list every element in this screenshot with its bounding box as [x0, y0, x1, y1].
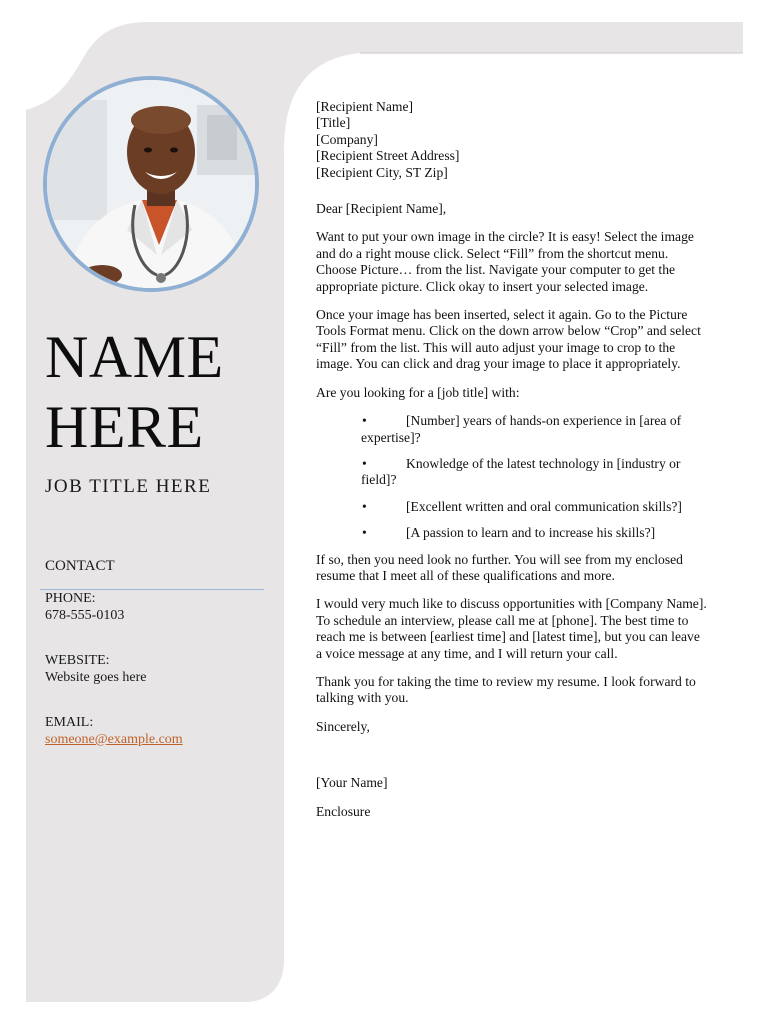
- bullet-icon: •: [362, 413, 367, 429]
- website-label: WEBSITE:: [45, 653, 110, 668]
- paragraph-6: Thank you for taking the time to review my resume. I look forward to talking with you.: [316, 673, 696, 706]
- recipient-address: [316, 99, 708, 181]
- letter-body: [316, 99, 708, 832]
- salutation: Dear [Recipient Name],: [316, 201, 447, 217]
- candidate-name: [45, 322, 285, 462]
- paragraph-5: I would very much like to discuss opportunities with [Company Name]. To schedule an interview, please call me at [phone]. The best time to reach me is between [earliest time] and [latest time], but you can leave a voice message at any time, and I will return your call.: [316, 596, 707, 661]
- profile-photo-ring: [43, 76, 259, 292]
- recipient-company: [Company]: [316, 131, 378, 147]
- recipient-title: [Title]: [316, 115, 351, 131]
- website-block: [45, 652, 147, 686]
- list-item: [316, 525, 708, 541]
- bullet-icon: •: [362, 525, 367, 541]
- list-item-text: [Number] years of hands-on experience in [area of expertise]?: [361, 413, 682, 445]
- paragraph-3: Are you looking for a [job title] with:: [316, 384, 520, 400]
- list-item: [316, 456, 708, 489]
- phone-value[interactable]: 678-555-0103: [45, 608, 125, 623]
- enclosure: Enclosure: [316, 803, 371, 819]
- qualification-list: [316, 413, 708, 541]
- signature: [Your Name]: [316, 775, 388, 791]
- list-item-text: [Excellent written and oral communication skills?]: [406, 498, 682, 514]
- website-value[interactable]: Website goes here: [45, 670, 147, 685]
- recipient-city: [Recipient City, ST Zip]: [316, 164, 448, 180]
- doctor-portrait-image: [47, 80, 255, 288]
- job-title: JOB TITLE HERE: [45, 476, 212, 497]
- recipient-street: [Recipient Street Address]: [316, 148, 460, 164]
- paragraph-4: If so, then you need look no further. You will see from my enclosed resume that I meet all of these qualifications and more.: [316, 551, 683, 583]
- email-link[interactable]: someone@example.com: [45, 732, 183, 747]
- email-label: EMAIL:: [45, 715, 94, 730]
- profile-photo[interactable]: [47, 80, 255, 288]
- email-block: [45, 714, 183, 748]
- phone-label: PHONE:: [45, 591, 96, 606]
- list-item: [316, 499, 708, 515]
- contact-heading: CONTACT: [45, 558, 115, 574]
- name-line-2: HERE: [45, 394, 204, 460]
- phone-block: [45, 590, 124, 624]
- bullet-icon: •: [362, 498, 367, 514]
- paragraph-2: Once your image has been inserted, select it again. Go to the Picture Tools Format menu. Click on the down arrow below “Crop” and select “Fill” from the list. This will auto adjust your image to crop to the image. You can click and drag your image to place it appropriately.: [316, 307, 701, 372]
- list-item-text: Knowledge of the latest technology in [industry or field]?: [361, 455, 681, 488]
- recipient-name: [Recipient Name]: [316, 99, 414, 114]
- name-line-1: NAME: [45, 324, 224, 390]
- list-item: [316, 413, 708, 446]
- list-item-text: [A passion to learn and to increase his skills?]: [406, 525, 656, 541]
- closing: Sincerely,: [316, 718, 370, 734]
- bullet-icon: •: [362, 455, 367, 471]
- paragraph-1: Want to put your own image in the circle? It is easy! Select the image and do a right mouse click. Select “Fill” from the shortcut menu. Choose Picture… from the list. Navigate your computer to get the appropriate picture. Click okay to insert your selected image.: [316, 229, 694, 294]
